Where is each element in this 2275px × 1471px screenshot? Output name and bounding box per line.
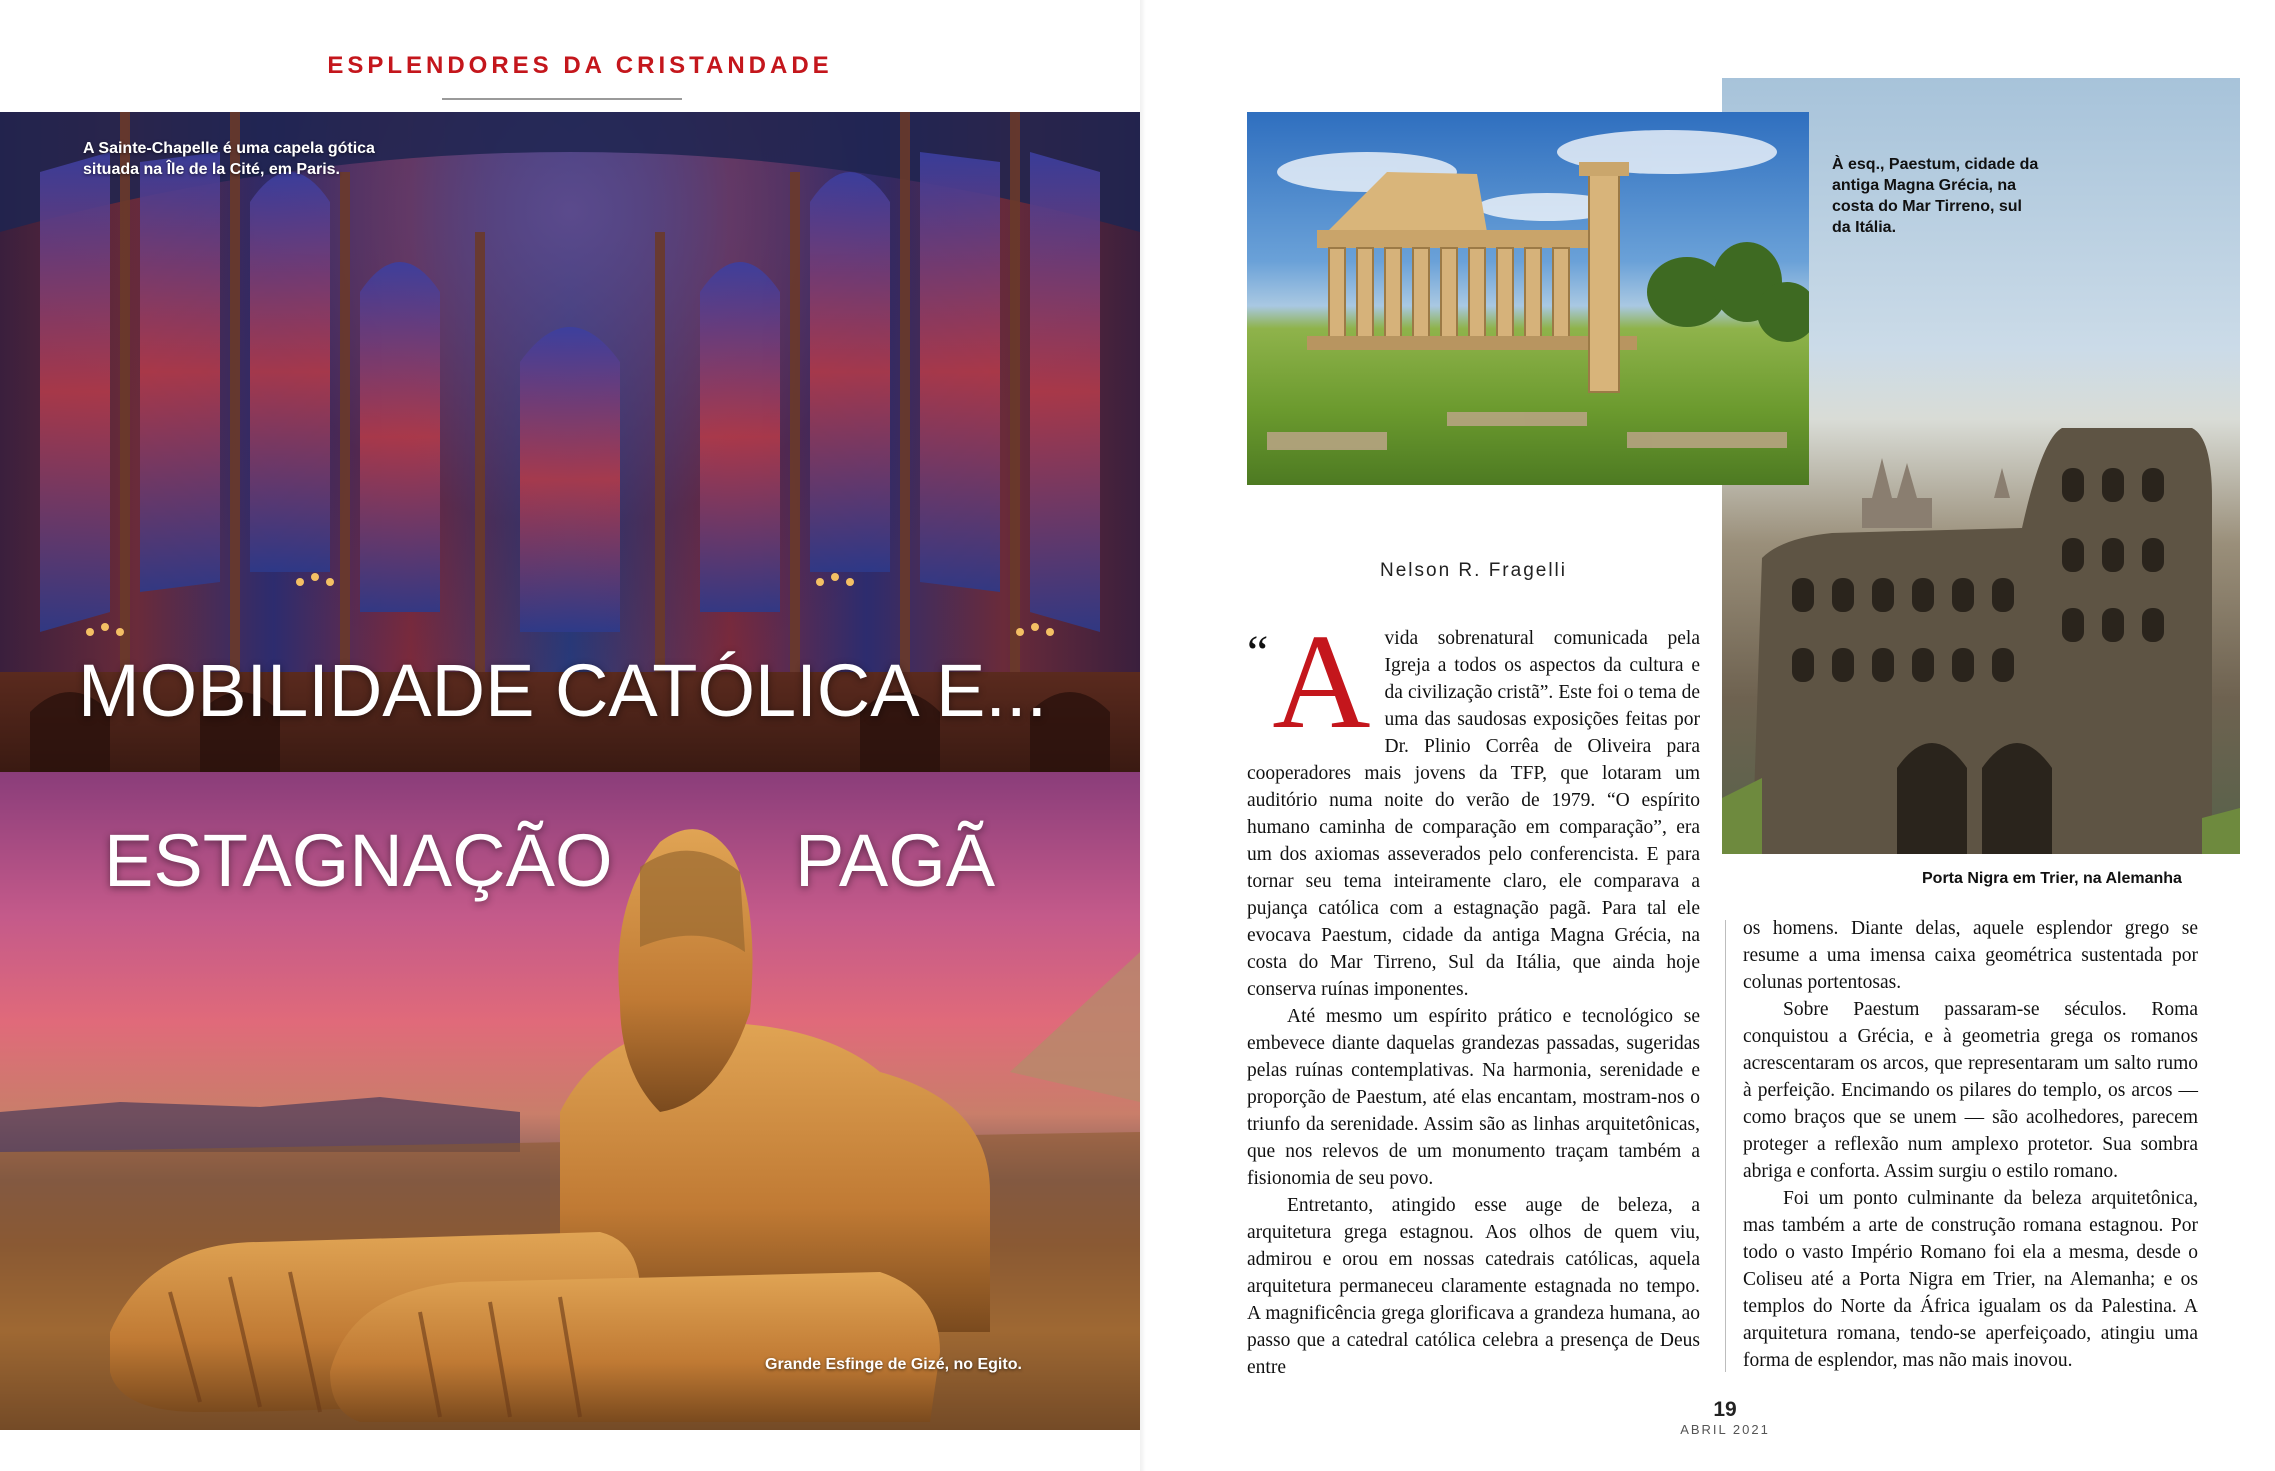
article-column-2 <box>1743 915 2198 1374</box>
paestum-photo <box>1247 112 1809 485</box>
article-column-1 <box>1247 607 1700 1381</box>
byline: Nelson R. Fragelli <box>1380 560 1567 581</box>
article-paragraph: Sobre Paestum passaram-se séculos. Roma conquistou a Grécia, e à geometria grega os romanos acrescentaram os arcos, que representaram um salto rumo à perfeição. Encimando os pilares do templo, os arcos — como braços que se unem — são acolhedores, parecem proteger a reflexão num amplexo protetor. Sua sombra abriga e conforta. Assim surgiu o estilo romano. <box>1743 999 2198 1182</box>
porta-nigra-caption: Porta Nigra em Trier, na Alemanha <box>1922 870 2182 887</box>
article-paragraph: os homens. Diante delas, aquele esplendor grego se resume a uma imensa caixa geométrica sustentada por colunas portentosas. <box>1743 918 2198 993</box>
sainte-chapelle-caption: A Sainte-Chapelle é uma capela gótica situada na Île de la Cité, em Paris. <box>83 140 375 178</box>
sainte-chapelle-photo <box>0 112 1140 772</box>
column-divider <box>1725 920 1726 1372</box>
article-paragraph <box>1247 607 1700 1003</box>
page-gutter <box>1140 0 1146 1471</box>
paestum-illustration <box>1247 112 1809 485</box>
paestum-caption: À esq., Paestum, cidade da antiga Magna Grécia, na costa do Mar Tirreno, sul da Itália. <box>1832 156 2039 236</box>
sphinx-photo <box>0 772 1140 1430</box>
article-paragraph: Entretanto, atingido esse auge de beleza, a arquitetura grega estagnou. Aos olhos de quem viu, admirou e orou em nossas catedrais católicas, aquela arquitetura permaneceu claramente estagnada no tempo. A magnificência grega glorificava a grandeza humana, ao passo que a catedral católica celebra a presença de Deus entre <box>1247 1195 1700 1378</box>
title-line-2-part-2: PAGÃ <box>795 819 996 902</box>
article-paragraph: Até mesmo um espírito prático e tecnológico se embevece diante daquelas grandezas passadas, sugeridas pelas ruínas contemplativas. Na harmonia, serenidade e proporção de Paestum, até elas encantam, mostram-nos o triunfo da serenidade. Assim são as linhas arquitetônicas, que nos relevos de um monumento traçam também a fisionomia de seu povo. <box>1247 1006 1700 1189</box>
issue-date: ABRIL 2021 <box>1680 1422 1770 1437</box>
drop-cap: A <box>1272 607 1371 757</box>
section-header: ESPLENDORES DA CRISTANDADE <box>327 52 833 79</box>
sphinx-caption: Grande Esfinge de Gizé, no Egito. <box>765 1356 1022 1373</box>
header-divider <box>442 98 682 100</box>
opening-quote-mark: “ <box>1247 626 1269 679</box>
title-line-1: MOBILIDADE CATÓLICA E... <box>78 649 1048 732</box>
title-line-2-part-1: ESTAGNAÇÃO <box>104 819 613 902</box>
page-number: 19 <box>1713 1398 1737 1421</box>
article-paragraph-text: vida sobrenatural comunicada pela Igreja a todos os aspectos da cultura e da civilização cristã”. Este foi o tema de uma das saudosas exposições feitas por Dr. Plinio Corrêa de Oliveira para cooperadores mais jovens da TFP, que lotaram um auditório numa noite do verão de 1979. “O espírito humano caminha de comparação em comparação”, era um dos axiomas asseverados pelo conferencista. E para tornar seu tema inteiramente claro, ele comparava a pujança católica com a estagnação pagã. Para tal ele evocava Paestum, cidade da antiga Magna Grécia, na costa do Mar Tirreno, Sul da Itália, que ainda hoje conserva ruínas imponentes. <box>1247 628 1700 1000</box>
article-paragraph: Foi um ponto culminante da beleza arquitetônica, mas também a arte de construção romana estagnou. Por todo o vasto Império Romano foi ela a mesma, desde o Coliseu até a Porta Nigra em Trier, na Alemanha; e os templos do Norte da África igualam os da Palestina. A arquitetura romana, tendo-se aperfeiçoado, atingiu uma forma de esplendor, mas não mais inovou. <box>1743 1188 2198 1371</box>
